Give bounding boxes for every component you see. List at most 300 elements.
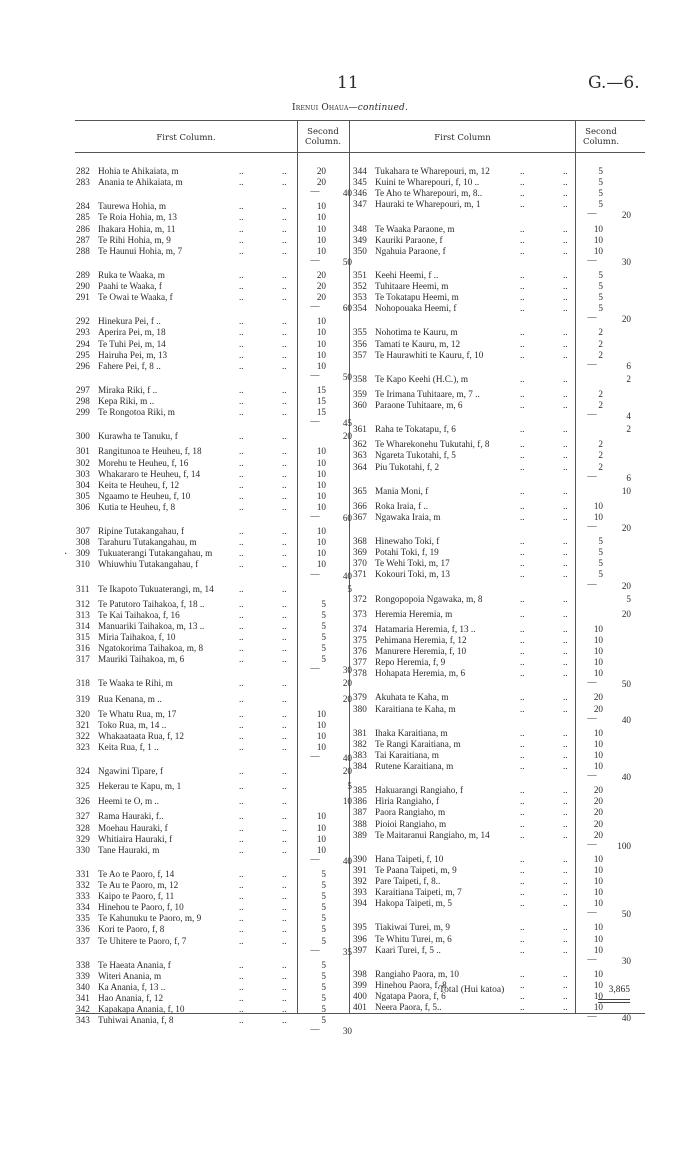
group-subtotal [353,521,637,532]
leader-dots: .. [239,201,244,212]
entry-number: 365 [353,485,367,496]
leader-dots: .. [239,292,244,303]
leader-dots: .. [282,1015,287,1026]
leader-dots: .. [520,703,525,714]
leader-dots: .. [239,833,244,844]
leader-dots: .. [563,749,568,760]
entry-name: Hakuarangi Rangiaho, f [375,785,464,796]
table-row [76,869,358,880]
subtotal-amount: 20 [621,314,631,325]
leader-dots: .. [282,902,287,913]
leader-dots: .. [520,668,525,679]
leader-dots: .. [282,609,287,620]
leader-dots: .. [239,643,244,654]
first-amount: 5 [598,177,603,188]
entry-number: 395 [353,922,367,933]
subtotal-dash: — [310,186,320,197]
leader-dots: .. [239,678,244,689]
group-subtotal [76,1024,358,1035]
first-amount: 10 [316,741,326,752]
leader-dots: .. [520,303,525,314]
leader-dots: .. [520,1002,525,1013]
table-row [76,971,358,982]
entry-name: Paahi te Waaka, f [98,281,162,291]
first-amount: 10 [593,749,603,760]
first-amount: 5 [321,609,326,620]
entry-name: Manuariki Taihakoa, m, 13 .. [98,620,205,631]
entry-name: Te Kai Taihakoa, f, 16 [98,609,180,620]
leader-dots: .. [282,598,287,609]
leader-dots: .. [520,864,525,875]
leader-dots: .. [239,913,244,924]
leader-dots: .. [563,500,568,511]
group-subtotal [353,954,637,965]
entry-number: 322 [76,730,90,741]
entry-number: 308 [76,537,90,548]
first-amount: 10 [593,898,603,909]
table-row [353,547,637,558]
table-row [353,235,637,246]
entry-number: 315 [76,632,90,642]
entry-name: Hinehou te Paoro, f, 10 [98,902,184,913]
first-amount: 10 [593,223,603,234]
entry-number: 329 [76,833,90,844]
subtotal-dash: — [310,511,320,521]
subtotal-amount: 40 [342,188,352,199]
leader-dots: .. [520,657,525,668]
leader-dots: .. [239,166,244,176]
leader-dots: .. [239,924,244,935]
entry-number: 357 [353,349,367,360]
entry-number: 383 [353,749,367,760]
entry-number: 305 [76,490,90,501]
entry-name: Rutene Karaitiana, m [375,761,454,771]
leader-dots: .. [520,327,525,338]
entry-number: 299 [76,407,90,418]
table-row [353,270,637,281]
group-subtotal [353,359,637,370]
first-amount: 5 [321,1015,326,1026]
entry-number: 310 [76,559,90,570]
table-row [353,796,637,807]
leader-dots: .. [239,970,244,981]
entry-name: Neera Paora, f, 5.. [375,1002,442,1013]
entry-number: 375 [353,634,367,645]
leader-dots: .. [239,935,244,946]
first-amount: 5 [321,643,326,654]
entry-number: 307 [76,526,90,537]
table-row [353,887,637,898]
entry-name: Te Wharekonehu Tukutahi, f, 8 [375,439,490,450]
table-row [76,902,358,913]
table-row [353,339,637,350]
leader-dots: .. [239,360,244,371]
leader-dots: .. [520,853,525,864]
entry-name: Kapakapa Anania, f, 10 [98,1004,185,1015]
group-subtotal [76,186,358,197]
second-amount: 20 [342,766,352,777]
entry-name: Te Haurawhiti te Kauru, f, 10 [375,349,484,360]
leader-dots: .. [282,833,287,844]
leader-dots: .. [563,327,568,338]
table-row [353,969,637,980]
entry-name: Tarahuru Tutakangahau, m [98,537,197,548]
header-first-column-left: First Column. [156,133,216,143]
leader-dots: .. [282,959,287,970]
leader-dots: .. [282,349,287,360]
table-row [76,548,358,559]
first-amount: 20 [316,269,326,280]
first-amount: 10 [593,511,603,522]
group-subtotal [353,208,637,219]
subtotal-amount: 4 [626,411,631,422]
entry-number: 333 [76,891,90,902]
leader-dots: .. [520,785,525,796]
first-amount: 15 [316,384,326,395]
leader-dots: .. [282,292,287,303]
entry-number: 295 [76,349,90,360]
entry-number: 389 [353,829,367,840]
entry-number: 376 [353,646,367,656]
leader-dots: .. [282,479,287,490]
entry-number: 291 [76,292,90,303]
subtotal-dash: — [310,254,320,265]
table-row [76,396,358,407]
entry-name: Keita Rua, f, 1 .. [98,741,159,752]
leader-dots: .. [520,292,525,303]
leader-dots: .. [239,407,244,418]
subtotal-dash: — [310,301,320,312]
group-subtotal [353,409,637,420]
first-amount: 20 [593,829,603,840]
entry-number: 301 [76,446,90,457]
entry-name: Kaipo te Paoro, f, 11 [98,891,175,902]
entry-name: Te Wehi Toki, m, 17 [375,558,450,569]
first-amount: 5 [321,598,326,609]
leader-dots: .. [563,234,568,245]
subtotal-dash: — [587,578,597,589]
leader-dots: .. [563,188,568,199]
entry-name: Hauraki te Wharepouri, m, 1 [375,199,481,210]
entry-name: Te Owai te Waaka, f [98,292,173,303]
subtotal-amount: 20 [621,523,631,533]
entry-number: 373 [353,608,367,619]
first-amount: 10 [593,623,603,634]
leader-dots: .. [282,223,287,234]
first-amount: 5 [321,993,326,1003]
subtotal-amount: 40 [621,714,631,725]
first-amount: 5 [321,868,326,879]
subtotal-dash: — [310,568,320,579]
leader-dots: .. [520,511,525,522]
table-row [353,807,637,818]
entry-name: Te Ikapoto Tukuaterangi, m, 14 [98,583,214,594]
leader-dots: .. [239,338,244,349]
entry-name: Potahi Toki, f, 19 [375,547,439,558]
entry-name: Te Rihi Hohia, m, 9 [98,234,171,245]
table-row [76,924,358,935]
entry-name: Te Rangi Karaitiana, m [375,738,461,749]
entry-name: Rua Kenana, m .. [98,693,162,704]
first-amount: 10 [593,1002,603,1013]
leader-dots: .. [282,457,287,468]
leader-dots: .. [563,511,568,522]
table-row [353,635,637,646]
entry-name: Piu Tukotahi, f, 2 [375,461,440,472]
table-row [353,739,637,750]
leader-dots: .. [282,177,287,188]
first-amount: 10 [593,853,603,864]
leader-dots: .. [239,212,244,223]
first-amount: 10 [593,634,603,645]
entry-number: 386 [353,796,367,807]
entry-name: Pioioi Rangiaho, m [375,818,447,829]
leader-dots: .. [282,844,287,855]
first-amount: 10 [316,833,326,844]
leader-dots: .. [563,761,568,771]
subtotal-amount: 6 [626,360,631,371]
entry-number: 380 [353,703,367,714]
entry-number: 283 [76,177,90,188]
first-amount: 10 [593,887,603,898]
second-amount: 20 [342,678,352,689]
second-amount: 10 [621,485,631,496]
entry-number: 325 [76,781,90,792]
entry-name: Ka Anania, f, 13 .. [98,981,166,992]
table-row [76,537,358,548]
entry-name: Hohia te Ahikaiata, m [98,166,179,176]
entry-number: 289 [76,269,90,280]
leader-dots: .. [239,479,244,490]
leader-dots: .. [239,1015,244,1026]
second-amount: 5 [626,593,631,604]
entry-name: Rongopopoia Ngawaka, m, 8 [375,593,483,604]
leader-dots: .. [239,719,244,730]
leader-dots: .. [282,338,287,349]
first-amount: 10 [316,526,326,537]
first-amount: 5 [321,959,326,970]
entry-number: 320 [76,708,90,719]
leader-dots: .. [282,468,287,479]
first-amount: 20 [593,796,603,807]
entry-name: Kuini te Wharepouri, f, 10 .. [375,177,480,188]
leader-dots: .. [520,898,525,909]
entry-number: 355 [353,327,367,338]
entry-name: Te Whatu Rua, m, 17 [98,708,177,719]
first-amount: 15 [316,396,326,406]
first-amount: 10 [316,338,326,349]
entry-name: Whiuwhiu Tutakangahau, f [98,559,199,570]
entry-number: 398 [353,968,367,979]
leader-dots: .. [520,500,525,511]
first-amount: 10 [593,738,603,749]
table-row [76,811,358,822]
leader-dots: .. [239,609,244,620]
leader-dots: .. [282,741,287,752]
entry-number: 300 [76,431,90,442]
leader-dots: .. [239,981,244,992]
leader-dots: .. [282,766,287,777]
leader-dots: .. [239,902,244,913]
leader-dots: .. [282,822,287,833]
leader-dots: .. [282,396,287,406]
entry-name: Nohopouaka Heemi, f [375,303,457,314]
subtotal-amount: 30 [342,665,352,676]
leader-dots: .. [239,457,244,468]
subtotal-amount: 60 [342,303,352,314]
entry-name: Taurewa Hohia, m [98,201,166,212]
leader-dots: .. [239,693,244,704]
entry-number: 303 [76,468,90,479]
entry-name: Pehimana Heremia, f, 12 [375,634,467,645]
leader-dots: .. [520,738,525,749]
entry-number: 314 [76,620,90,631]
first-amount: 20 [593,807,603,818]
entry-name: Pare Taipeti, f, 8.. [375,876,441,886]
leader-dots: .. [520,388,525,399]
table-row [76,584,358,595]
leader-dots: .. [563,593,568,604]
entry-name: Ripine Tutakangahau, f [98,526,184,537]
leader-dots: .. [239,598,244,609]
leader-dots: .. [282,913,287,924]
first-amount: 5 [598,269,603,280]
first-amount: 2 [598,327,603,338]
entry-name: Whakararo te Heuheu, f, 14 [98,468,201,479]
leader-dots: .. [282,880,287,890]
leader-dots: .. [239,822,244,833]
table-row [353,657,637,668]
entry-number: 378 [353,668,367,679]
leader-dots: .. [520,199,525,210]
document-reference: G.—6. [588,73,640,93]
group-subtotal [76,255,358,266]
subtotal-dash: — [587,358,597,369]
entry-name: Hohapata Heremia, m, 6 [375,668,466,679]
first-amount: 10 [593,968,603,979]
entry-number: 309 [76,548,90,559]
leader-dots: .. [239,1004,244,1015]
table-row [76,458,358,469]
subtotal-dash: — [587,312,597,323]
leader-dots: .. [239,766,244,777]
table-row [76,632,358,643]
leader-dots: .. [239,234,244,245]
entry-name: Paraone Tuhitaare, m, 6 [375,400,463,410]
first-amount: 20 [316,177,326,188]
entry-name: Te Tokatapu Heemi, m [375,292,459,303]
subtotal-amount: 50 [342,371,352,382]
entry-number: 335 [76,913,90,924]
first-amount: 2 [598,400,603,410]
entry-name: Te Uhitere te Paoro, f, 7 [98,935,187,946]
leader-dots: .. [520,922,525,933]
first-amount: 5 [598,199,603,210]
table-row [353,424,637,435]
second-amount: 10 [342,796,352,807]
entry-name: Hiria Rangiaho, f [375,796,440,807]
entry-number: 371 [353,569,367,580]
entry-name: Rangitunoa te Heuheu, f, 18 [98,446,202,457]
leader-dots: .. [563,968,568,979]
entry-name: Heemi te O, m .. [98,796,159,807]
subtotal-dash: — [310,1024,320,1035]
table-row [353,865,637,876]
leader-dots: .. [520,245,525,256]
table-row [353,450,637,461]
group-subtotal [76,945,358,956]
entry-name: Te Waaka te Rihi, m [98,678,173,689]
leader-dots: .. [239,559,244,570]
table-row [76,224,358,235]
subtotal-dash: — [587,838,597,849]
leader-dots: .. [520,349,525,360]
entry-name: Morehu te Heuheu, f, 16 [98,457,189,468]
entry-name: Whakaataata Rua, f, 12 [98,730,184,741]
entry-name: Mauriki Taihakoa, m, 6 [98,654,185,665]
entry-number: 394 [353,898,367,909]
total-value: 3,865 [608,985,630,995]
leader-dots: .. [563,818,568,829]
first-amount: 5 [598,292,603,303]
first-amount: 10 [316,708,326,719]
leader-dots: .. [239,548,244,559]
first-amount: 10 [316,548,326,559]
entry-number: 344 [353,166,367,176]
table-row [76,235,358,246]
subtotal-dash: — [587,521,597,531]
first-amount: 5 [598,569,603,580]
header-bottom-rule [75,152,645,153]
subtotal-dash: — [587,712,597,723]
leader-dots: .. [520,727,525,738]
table-row [353,692,637,703]
leader-dots: .. [520,634,525,645]
subtotal-dash: — [587,470,597,481]
first-amount: 10 [316,223,326,234]
entry-name: Hao Anania, f, 12 [98,993,164,1003]
subtotal-amount: 50 [621,679,631,690]
table-row [76,201,358,212]
first-amount: 10 [316,457,326,468]
leader-dots: .. [520,991,525,1001]
leader-dots: .. [282,796,287,807]
leader-dots: .. [239,468,244,479]
entry-number: 318 [76,678,90,689]
leader-dots: .. [520,807,525,818]
table-row [76,709,358,720]
leader-dots: .. [282,234,287,245]
first-amount: 10 [593,245,603,256]
first-amount: 20 [316,281,326,291]
first-amount: 2 [598,388,603,399]
entry-number: 284 [76,201,90,212]
leader-dots: .. [239,620,244,631]
leader-dots: .. [563,979,568,990]
entry-name: Paora Rangiaho, m [375,807,446,818]
entry-number: 332 [76,880,90,890]
leader-dots: .. [563,461,568,472]
leader-dots: .. [282,620,287,631]
entry-name: Ngahuia Paraone, f [375,245,446,256]
entry-name: Whitiaira Hauraki, f [98,833,173,844]
entry-name: Hatamaria Heremia, f, 13 .. [375,623,476,634]
leader-dots: .. [239,796,244,807]
entry-name: Ngareta Tukotahi, f, 5 [375,450,456,461]
first-amount: 5 [321,913,326,924]
leader-dots: .. [520,485,525,496]
subtotal-dash: — [310,751,320,761]
